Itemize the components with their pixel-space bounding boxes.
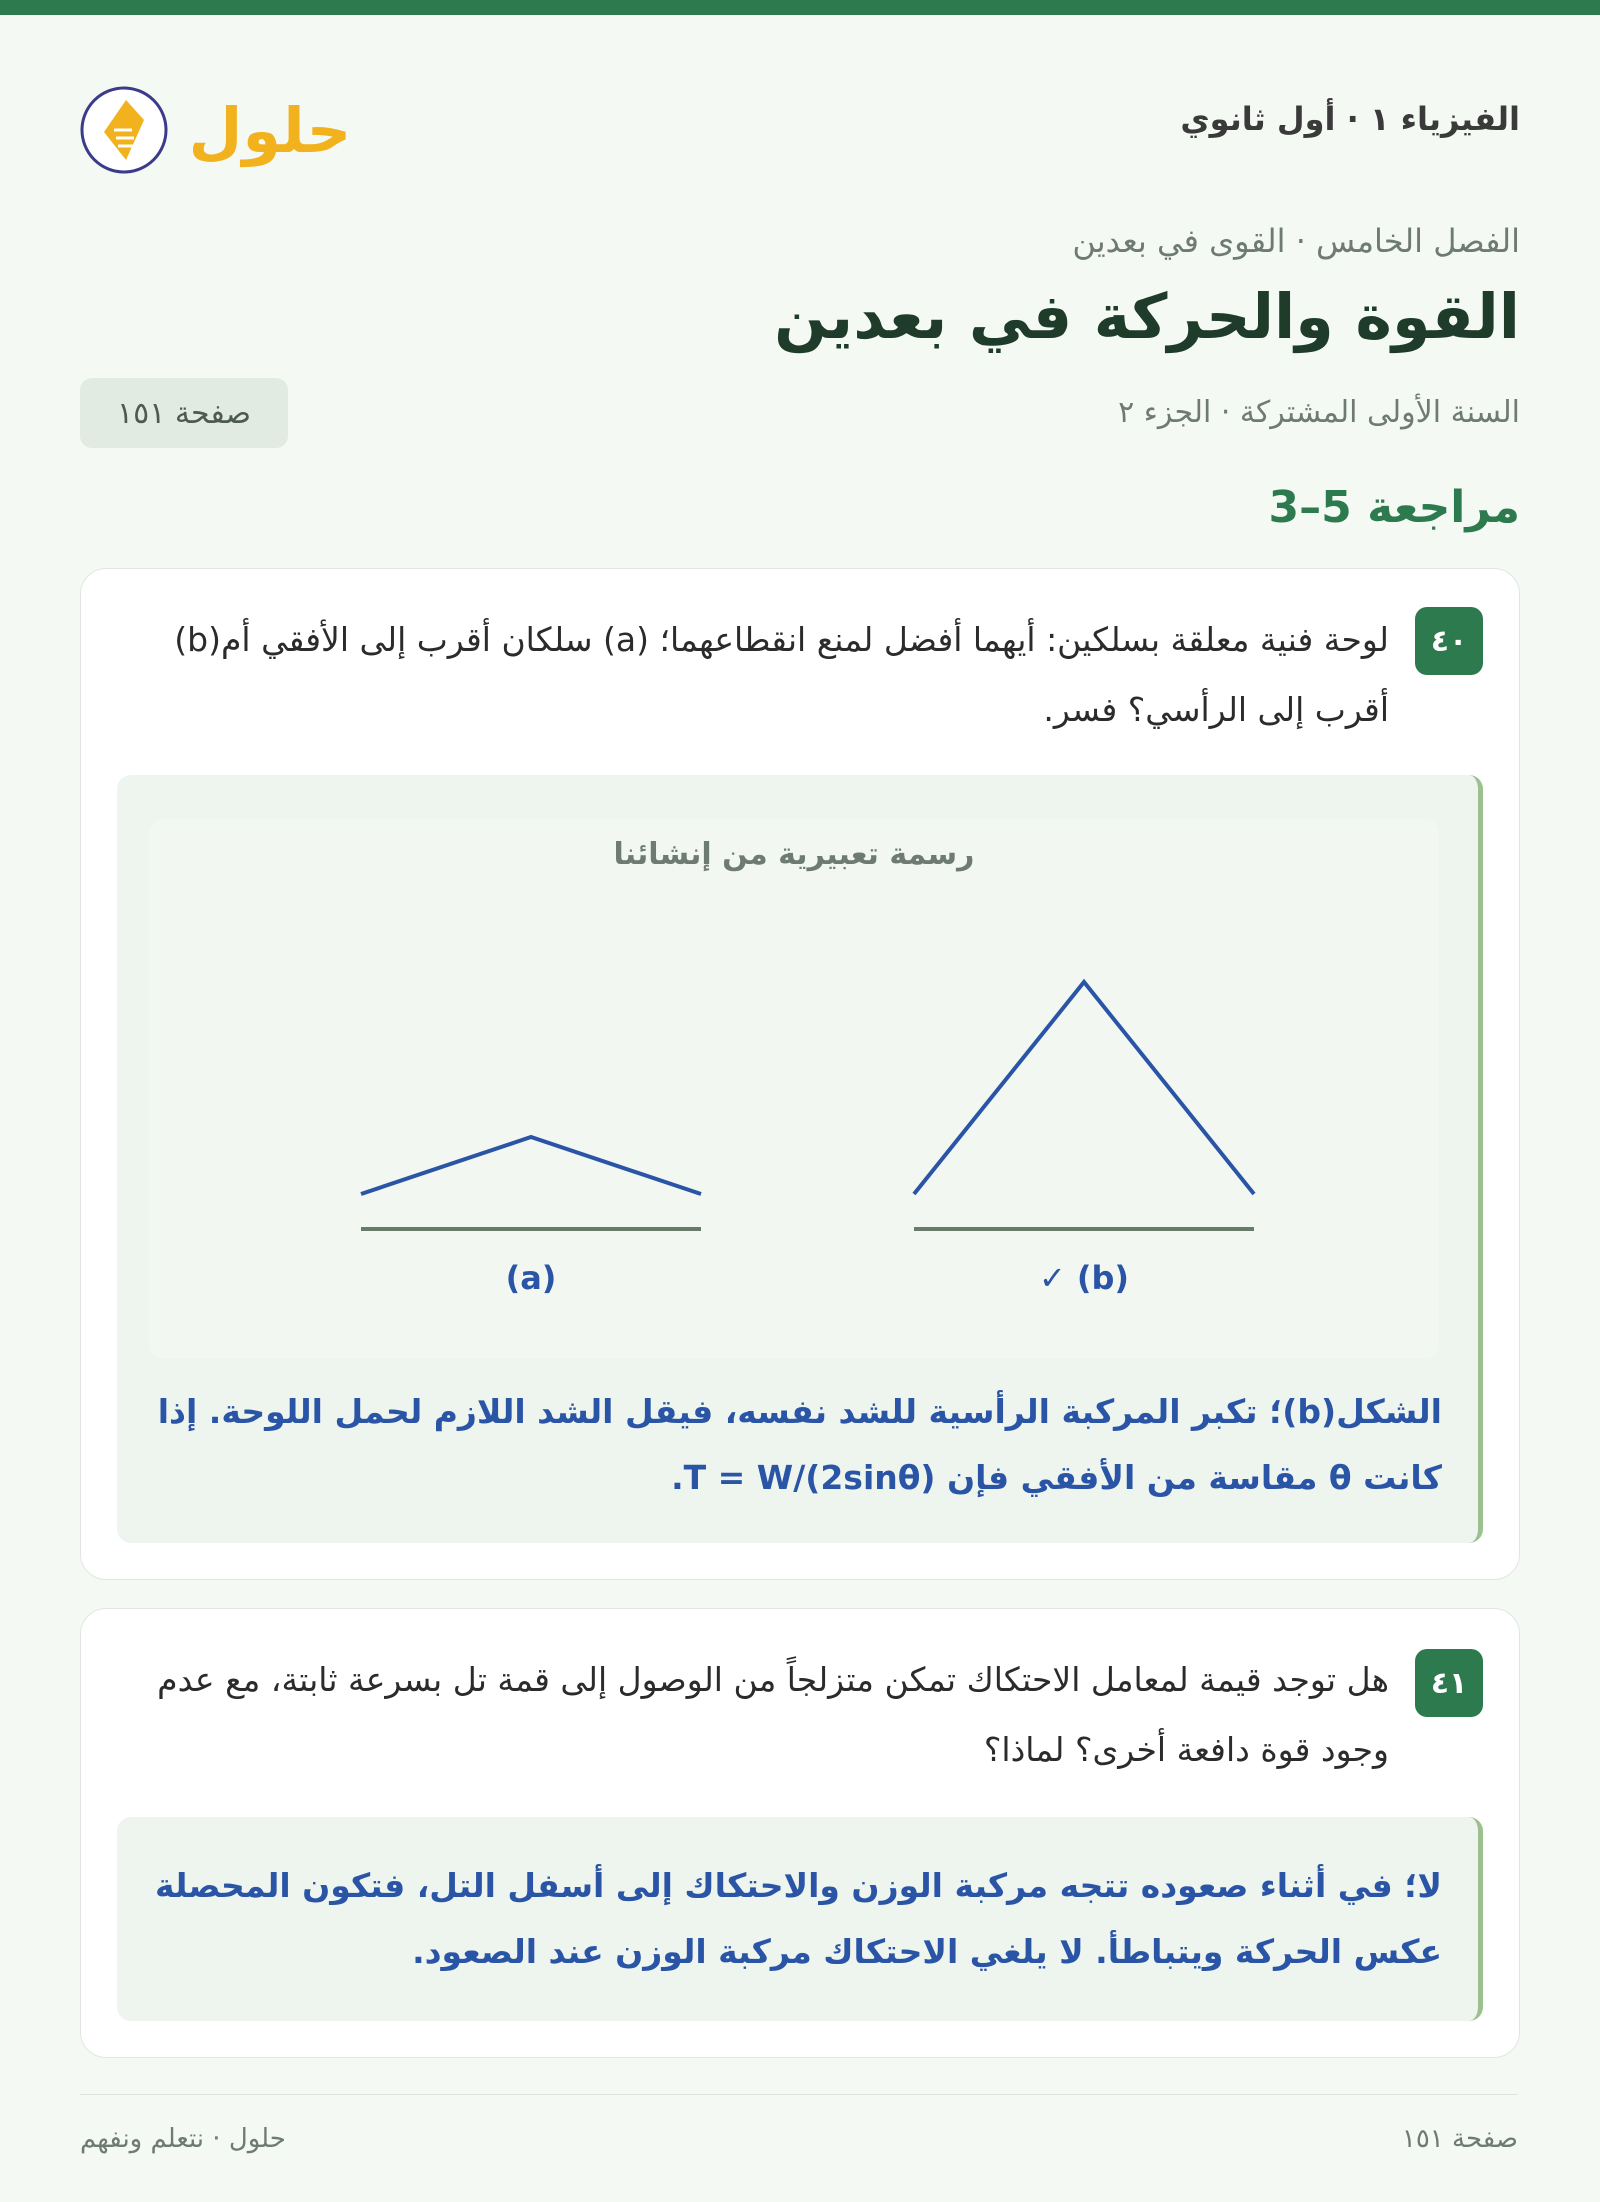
footer-page-number: صفحة ١٥١ bbox=[1401, 2124, 1518, 2154]
logo-icon bbox=[80, 60, 360, 190]
question-text: هل توجد قيمة لمعامل الاحتكاك تمكن متزلجاً من الوصول إلى قمة تل بسرعة ثابتة، مع عدم وجود قوة دافعة أخرى؟ لماذا؟ bbox=[157, 1660, 1389, 1769]
wires-a bbox=[361, 1137, 701, 1194]
answer-text: لا؛ في أثناء صعوده تتجه مركبة الوزن والاحتكاك إلى أسفل التل، فتكون المحصلة عكس الحركة ويتباطأ. لا يلغي الاحتكاك مركبة الوزن عند الصعود. bbox=[155, 1866, 1442, 1971]
section-title: مراجعة 5–3 bbox=[1268, 482, 1520, 533]
page-header bbox=[80, 60, 1520, 190]
question-text: لوحة فنية معلقة بسلكين: أيهما أفضل لمنع انقطاعهما؛ (a) سلكان أقرب إلى الأفقي أم(b) أقرب إلى الرأسي؟ فسر. bbox=[174, 620, 1389, 729]
question-number: ٤٠ bbox=[1415, 607, 1483, 675]
grade-meta: السنة الأولى المشتركة · الجزء ٢ bbox=[1118, 395, 1520, 430]
answer-box bbox=[117, 775, 1483, 1543]
figure-label-b: ✓ (b) bbox=[1038, 1259, 1130, 1297]
wires-b bbox=[914, 982, 1254, 1194]
svg-text:حلول: حلول bbox=[188, 94, 352, 167]
breadcrumb: الفصل الخامس · القوى في بعدين bbox=[1072, 222, 1520, 260]
answer-box bbox=[117, 1817, 1483, 2021]
question-card bbox=[80, 1608, 1520, 2058]
figure-caption: رسمة تعبيرية من إنشائنا bbox=[613, 837, 975, 872]
question-card bbox=[80, 568, 1520, 1580]
hulul-logo[interactable] bbox=[80, 60, 360, 190]
wire-diagram bbox=[149, 819, 1439, 1359]
top-accent-bar bbox=[0, 0, 1600, 15]
figure-label-a: (a) bbox=[505, 1259, 557, 1297]
answer-text: الشكل(b)؛ تكبر المركبة الرأسية للشد نفسه، فيقل الشد اللازم لحمل اللوحة. إذا كانت θ مقاسة من الأفقي فإن T = W/(2sinθ). bbox=[157, 1392, 1442, 1497]
footer-brand: حلول · نتعلم ونفهم bbox=[80, 2124, 286, 2154]
subject-label: الفيزياء ١ · أول ثانوي bbox=[1180, 100, 1520, 138]
diagram-figure bbox=[149, 819, 1439, 1359]
page-title: القوة والحركة في بعدين bbox=[774, 280, 1520, 353]
footer-divider bbox=[80, 2094, 1518, 2095]
page-number-badge: صفحة ١٥١ bbox=[80, 378, 288, 448]
question-number: ٤١ bbox=[1415, 1649, 1483, 1717]
